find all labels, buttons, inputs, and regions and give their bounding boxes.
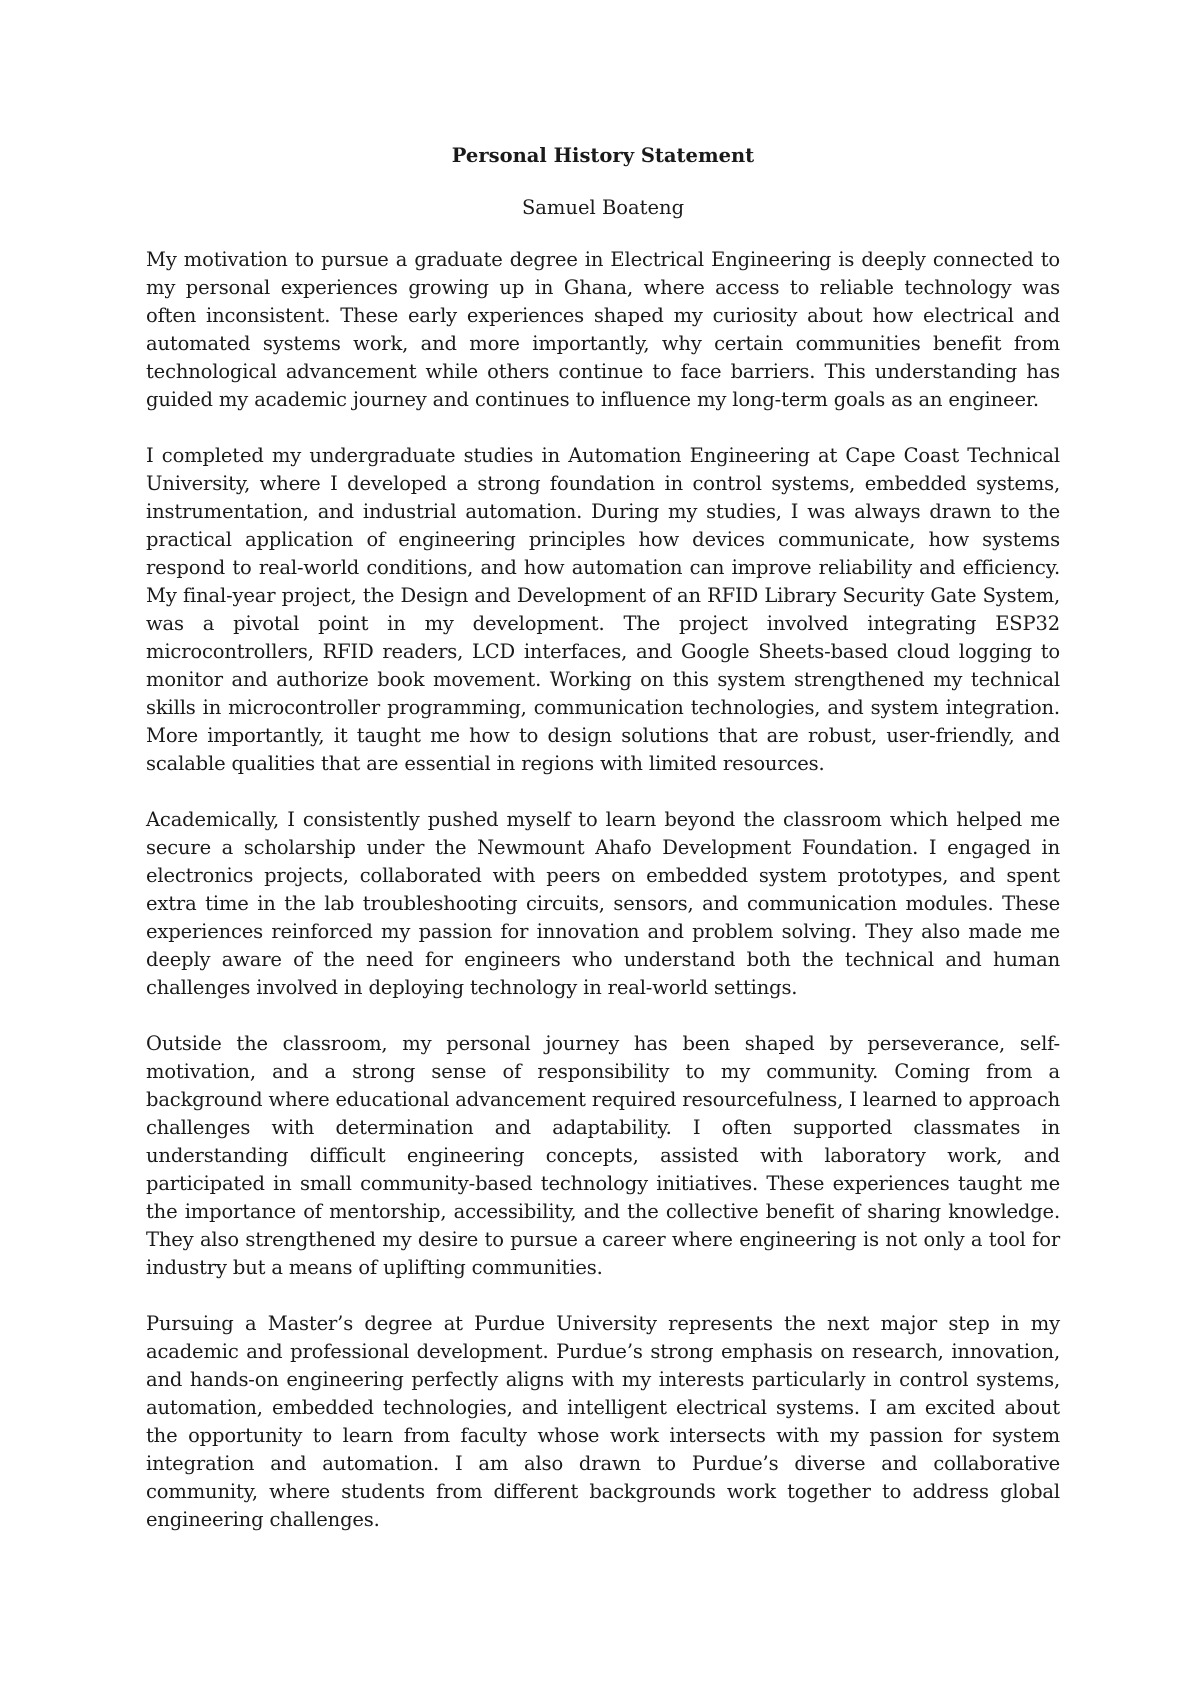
paragraph-motivation: My motivation to pursue a graduate degree in Electrical Engineering is deeply connected to my personal experiences growing up in Ghana, where access to reliable technology was often inconsistent. These early experiences shaped my curiosity about how electrical and automated systems work, and more importantly, why certain communities benefit from technological advancement while others continue to face barriers. This understanding has guided my academic journey and continues to influence my long-term goals as an engineer. [146,248,1060,411]
author-name: Samuel Boateng [521,196,685,219]
paragraph-purdue: Pursuing a Master’s degree at Purdue University represents the next major step in my academic and professional development. Purdue’s strong emphasis on research, innovation, and hands-on engineering perfectly aligns with my interests particularly in control systems, automation, embedded technologies, and intelligent electrical systems. I am excited about the opportunity to learn from faculty whose work intersects with my passion for system integration and automation. I am also drawn to Purdue’s diverse and collaborative community, where students from different backgrounds work together to address global engineering challenges. [146,1312,1060,1531]
document-body [146,142,1060,1562]
document-title: Personal History Statement [451,144,755,167]
paragraph-academics: Academically, I consistently pushed myself to learn beyond the classroom which helped me secure a scholarship under the Newmount Ahafo Development Foundation. I engaged in electronics projects, collaborated with peers on embedded system prototypes, and spent extra time in the lab troubleshooting circuits, sensors, and communication modules. These experiences reinforced my passion for innovation and problem solving. They also made me deeply aware of the need for engineers who understand both the technical and human challenges involved in deploying technology in real-world settings. [146,808,1060,999]
paragraph-undergraduate: I completed my undergraduate studies in Automation Engineering at Cape Coast Technical University, where I developed a strong foundation in control systems, embedded systems, instrumentation, and industrial automation. During my studies, I was always drawn to the practical application of engineering principles how devices communicate, how systems respond to real-world conditions, and how automation can improve reliability and efficiency. My final-year project, the Design and Development of an RFID Library Security Gate System, was a pivotal point in my development. The project involved integrating ESP32 microcontrollers, RFID readers, LCD interfaces, and Google Sheets-based cloud logging to monitor and authorize book movement. Working on this system strengthened my technical skills in microcontroller programming, communication technologies, and system integration. More importantly, it taught me how to design solutions that are robust, user-friendly, and scalable qualities that are essential in regions with limited resources. [146,444,1060,775]
paragraph-community: Outside the classroom, my personal journey has been shaped by perseverance, self-motivation, and a strong sense of responsibility to my community. Coming from a background where educational advancement required resourcefulness, I learned to approach challenges with determination and adaptability. I often supported classmates in understanding difficult engineering concepts, assisted with laboratory work, and participated in small community-based technology initiatives. These experiences taught me the importance of mentorship, accessibility, and the collective benefit of sharing knowledge. They also strengthened my desire to pursue a career where engineering is not only a tool for industry but a means of uplifting communities. [146,1032,1060,1279]
